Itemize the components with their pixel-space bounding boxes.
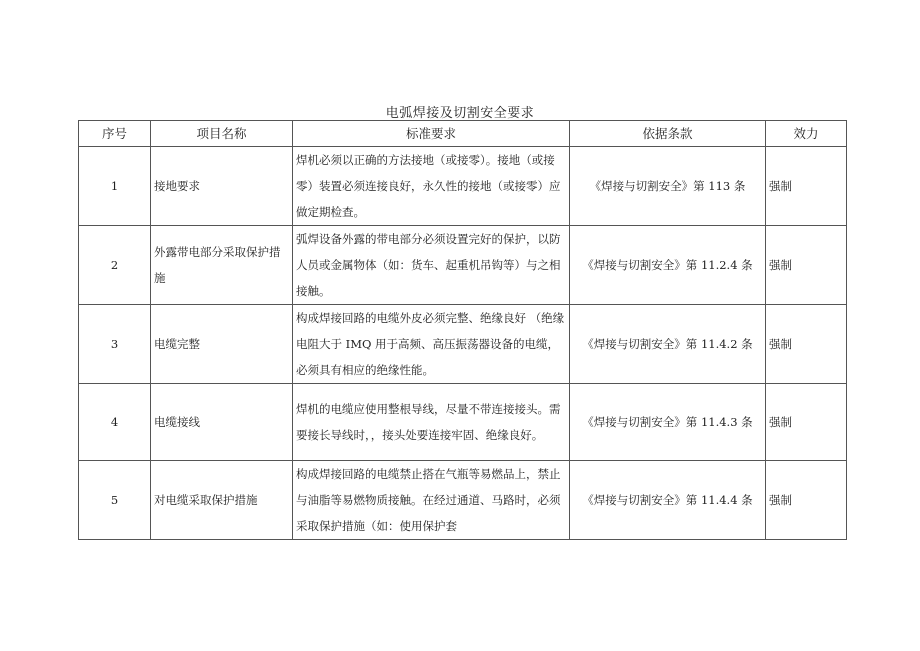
- header-requirement: 标准要求: [293, 121, 570, 147]
- basis-clause: 《焊接与切割安全》第 113 条: [570, 147, 766, 226]
- safety-requirements-table: [78, 120, 847, 540]
- standard-requirement: 焊机的电缆应使用整根导线，尽量不带连接接头。需要接长导线时，，接头处要连接牢固、绝缘良好。: [293, 384, 570, 461]
- header-basis: 依据条款: [570, 121, 766, 147]
- standard-requirement: 焊机必须以正确的方法接地（或接零）。接地（或接零）装置必须连接良好，永久性的接地（或接零）应做定期检查。: [293, 147, 570, 226]
- effect: 强制: [766, 226, 847, 305]
- basis-clause: 《焊接与切割安全》第 11.4.3 条: [570, 384, 766, 461]
- header-no: 序号: [79, 121, 151, 147]
- row-number: 3: [79, 305, 151, 384]
- item-name: 对电缆采取保护措施: [151, 461, 293, 540]
- effect: 强制: [766, 384, 847, 461]
- table-row: [79, 147, 847, 226]
- table-row: [79, 305, 847, 384]
- row-number: 2: [79, 226, 151, 305]
- document-title: 电弧焊接及切割安全要求: [385, 106, 535, 121]
- standard-requirement: 构成焊接回路的电缆外皮必须完整、绝缘良好 （绝缘电阻大于 IMQ 用于高频、高压振荡器设备的电缆，必须具有相应的绝缘性能。: [293, 305, 570, 384]
- basis-clause: 《焊接与切割安全》第 11.4.4 条: [570, 461, 766, 540]
- effect: 强制: [766, 305, 847, 384]
- effect: 强制: [766, 147, 847, 226]
- row-number: 1: [79, 147, 151, 226]
- item-name: 接地要求: [151, 147, 293, 226]
- header-name: 项目名称: [151, 121, 293, 147]
- header-effect: 效力: [766, 121, 847, 147]
- standard-requirement: 弧焊设备外露的带电部分必须设置完好的保护，以防人员或金属物体（如：货车、起重机吊钩等）与之相接触。: [293, 226, 570, 305]
- item-name: 电缆完整: [151, 305, 293, 384]
- row-number: 4: [79, 384, 151, 461]
- basis-clause: 《焊接与切割安全》第 11.4.2 条: [570, 305, 766, 384]
- table-row: [79, 384, 847, 461]
- item-name: 外露带电部分采取保护措施: [151, 226, 293, 305]
- basis-clause: 《焊接与切割安全》第 11.2.4 条: [570, 226, 766, 305]
- standard-requirement: 构成焊接回路的电缆禁止搭在气瓶等易燃品上，禁止与油脂等易燃物质接触。在经过通道、马路时，必须采取保护措施（如：使用保护套: [293, 461, 570, 540]
- row-number: 5: [79, 461, 151, 540]
- table-row: [79, 226, 847, 305]
- table-row: [79, 461, 847, 540]
- effect: 强制: [766, 461, 847, 540]
- table-header-row: [79, 121, 847, 147]
- item-name: 电缆接线: [151, 384, 293, 461]
